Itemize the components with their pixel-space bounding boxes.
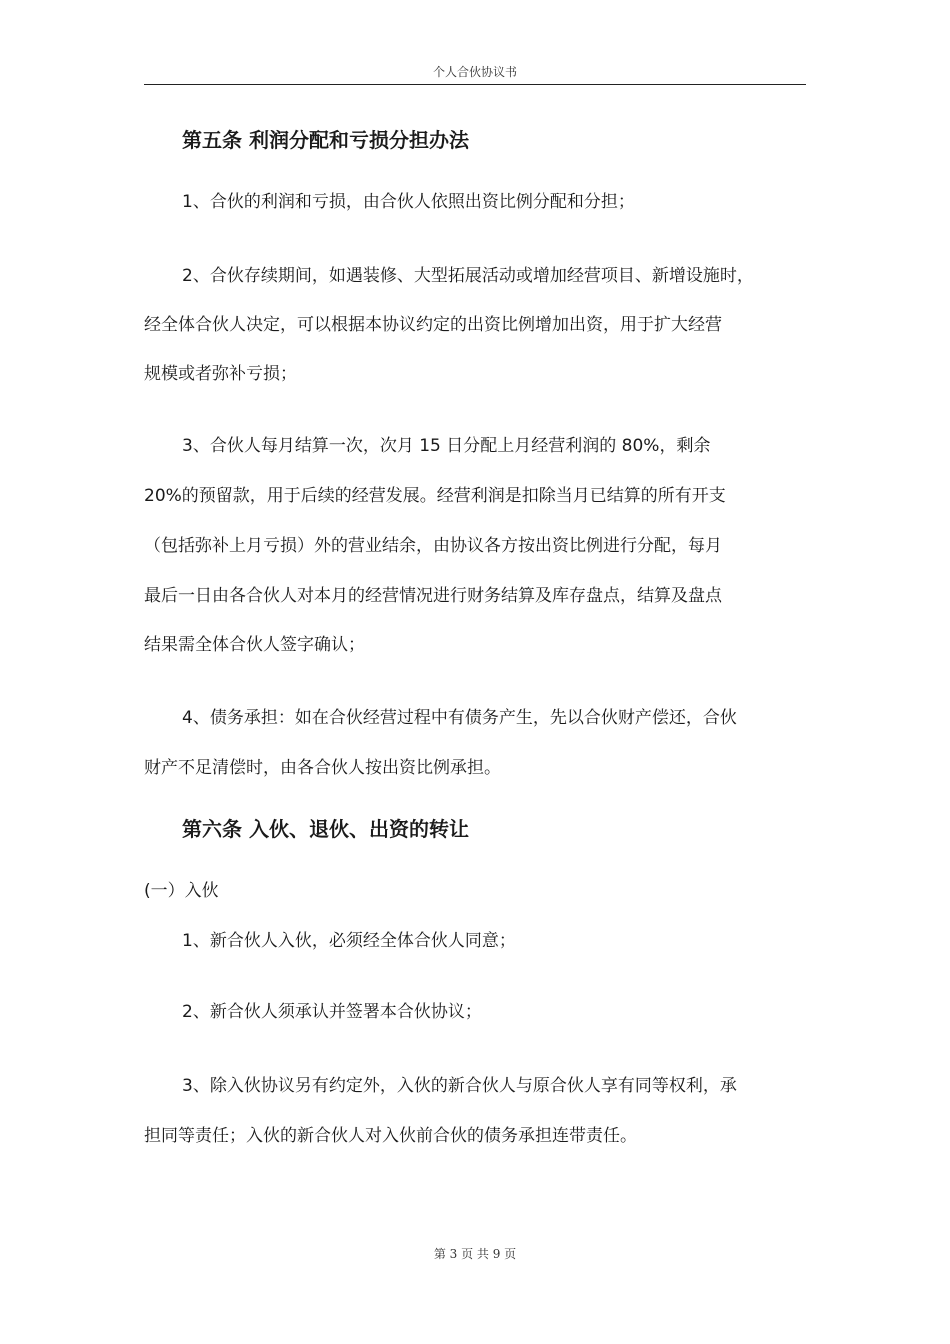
section-5-item-4-line-1: 4、债务承担：如在合伙经营过程中有债务产生，先以合伙财产偿还，合伙: [182, 708, 737, 728]
section-6-item-1: 1、新合伙人入伙，必须经全体合伙人同意；: [182, 931, 516, 951]
section-6-item-2: 2、新合伙人须承认并签署本合伙协议；: [182, 1002, 482, 1022]
section-5-item-1: 1、合伙的利润和亏损，由合伙人依照出资比例分配和分担；: [182, 192, 635, 212]
page-header: 个人合伙协议书: [144, 60, 806, 85]
section-5-item-3-line-3: （包括弥补上月亏损）外的营业结余，由协议各方按出资比例进行分配，每月: [144, 536, 722, 556]
section-6-item-3-line-2: 担同等责任；入伙的新合伙人对入伙前合伙的债务承担连带责任。: [144, 1126, 637, 1146]
section-5-item-2-line-1: 2、合伙存续期间，如遇装修、大型拓展活动或增加经营项目、新增设施时，: [182, 266, 754, 286]
section-5-item-3-line-4: 最后一日由各合伙人对本月的经营情况进行财务结算及库存盘点，结算及盘点: [144, 586, 722, 606]
section-5-item-2-line-3: 规模或者弥补亏损；: [144, 364, 297, 384]
section-5-item-3-line-1: 3、合伙人每月结算一次，次月 15 日分配上月经营利润的 80%，剩余: [182, 436, 711, 456]
section-6-item-3-line-1: 3、除入伙协议另有约定外，入伙的新合伙人与原合伙人享有同等权利，承: [182, 1076, 737, 1096]
section-5-item-3-line-2: 20%的预留款，用于后续的经营发展。经营利润是扣除当月已结算的所有开支: [144, 486, 726, 506]
section-6-subheading-admission: (一）入伙: [144, 881, 219, 901]
page-footer: 第 3 页 共 9 页: [433, 1247, 517, 1261]
section-5-heading: 第五条 利润分配和亏损分担办法: [182, 128, 469, 152]
section-6-heading: 第六条 入伙、退伙、出资的转让: [182, 817, 469, 841]
section-5-item-4-line-2: 财产不足清偿时，由各合伙人按出资比例承担。: [144, 758, 501, 778]
section-5-item-3-line-5: 结果需全体合伙人签字确认；: [144, 635, 365, 655]
section-5-item-2-line-2: 经全体合伙人决定，可以根据本协议约定的出资比例增加出资，用于扩大经营: [144, 315, 722, 335]
